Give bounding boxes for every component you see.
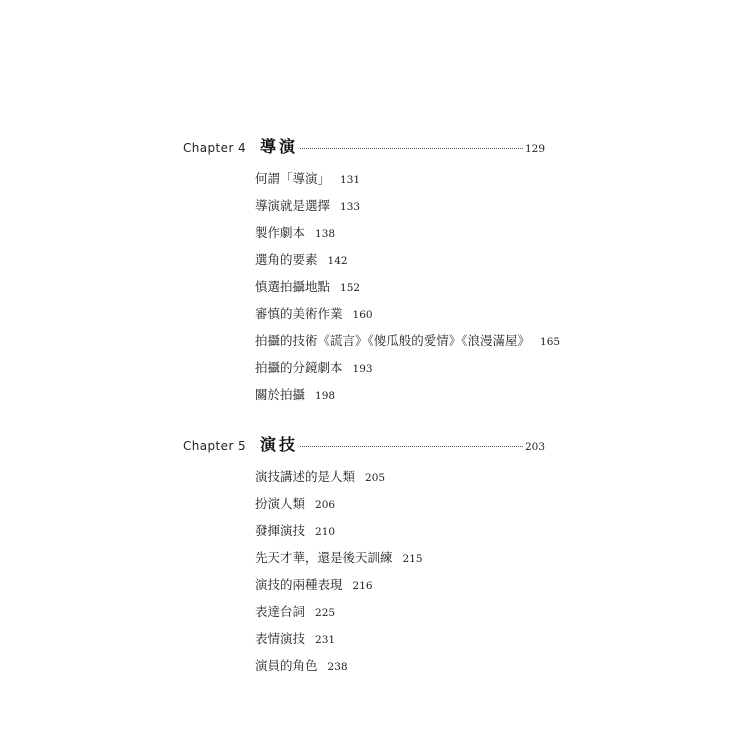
chapter-page-number: 129 (524, 143, 545, 155)
toc-entry (255, 655, 423, 682)
toc-entry (255, 547, 423, 574)
toc-entry-title: 拍攝的技術《謊言》《傻瓜般的愛情》《浪漫滿屋》 (255, 333, 531, 348)
toc-entry (255, 466, 423, 493)
toc-entry-title: 製作劇本 (255, 225, 306, 240)
toc-entry-title: 何謂「導演」 (255, 171, 331, 186)
chapter-5-heading (183, 432, 545, 455)
chapter-4-heading (183, 134, 545, 157)
toc-entry-page: 165 (540, 336, 561, 348)
toc-entry-title: 演技講述的是人類 (255, 469, 356, 484)
toc-entry (255, 601, 423, 628)
toc-entry-title: 導演就是選擇 (255, 198, 331, 213)
toc-entry (255, 195, 560, 222)
chapter-label: Chapter 5 (183, 439, 247, 453)
toc-entry (255, 222, 560, 249)
toc-entry-title: 發揮演技 (255, 523, 306, 538)
toc-entry-page: 238 (327, 661, 348, 673)
toc-entry-page: 138 (315, 228, 336, 240)
toc-entry (255, 249, 560, 276)
toc-entry-page: 152 (340, 282, 361, 294)
toc-entry-title: 關於拍攝 (255, 387, 306, 402)
toc-entry-page: 205 (365, 472, 386, 484)
toc-entry-title: 演技的兩種表現 (255, 577, 343, 592)
chapter-title: 演技 (260, 435, 299, 454)
toc-entry-page: 193 (352, 363, 373, 375)
toc-entry-page: 160 (352, 309, 373, 321)
toc-entry (255, 628, 423, 655)
chapter-page-number: 203 (524, 441, 545, 453)
toc-entry-title: 拍攝的分鏡劇本 (255, 360, 343, 375)
toc-entry-page: 206 (315, 499, 336, 511)
toc-entry-page: 210 (315, 526, 336, 538)
chapter-label: Chapter 4 (183, 141, 247, 155)
toc-entry-page: 131 (340, 174, 361, 186)
toc-entry-page: 133 (340, 201, 361, 213)
toc-entry (255, 574, 423, 601)
toc-entry-title: 審慎的美術作業 (255, 306, 343, 321)
toc-entry (255, 357, 560, 384)
toc-entry-page: 215 (402, 553, 423, 565)
chapter-title: 導演 (260, 137, 299, 156)
toc-entry-page: 198 (315, 390, 336, 402)
toc-entry-page: 216 (352, 580, 373, 592)
toc-entry-title: 扮演人類 (255, 496, 306, 511)
toc-entry (255, 520, 423, 547)
toc-entry (255, 168, 560, 195)
dot-leader (300, 148, 523, 149)
toc-entry-page: 231 (315, 634, 336, 646)
chapter-5-section-list (255, 466, 423, 682)
toc-entry-page: 142 (327, 255, 348, 267)
toc-entry-title: 表達台詞 (255, 604, 306, 619)
toc-entry (255, 276, 560, 303)
chapter-4-section-list (255, 168, 560, 411)
toc-entry (255, 493, 423, 520)
toc-entry-page: 225 (315, 607, 336, 619)
toc-entry (255, 384, 560, 411)
toc-entry-title: 演員的角色 (255, 658, 318, 673)
toc-entry-title: 選角的要素 (255, 252, 318, 267)
dot-leader (300, 446, 523, 447)
toc-entry (255, 330, 560, 357)
toc-entry-title: 先天才華，還是後天訓練 (255, 550, 393, 565)
toc-entry-title: 慎選拍攝地點 (255, 279, 331, 294)
toc-entry (255, 303, 560, 330)
toc-entry-title: 表情演技 (255, 631, 306, 646)
